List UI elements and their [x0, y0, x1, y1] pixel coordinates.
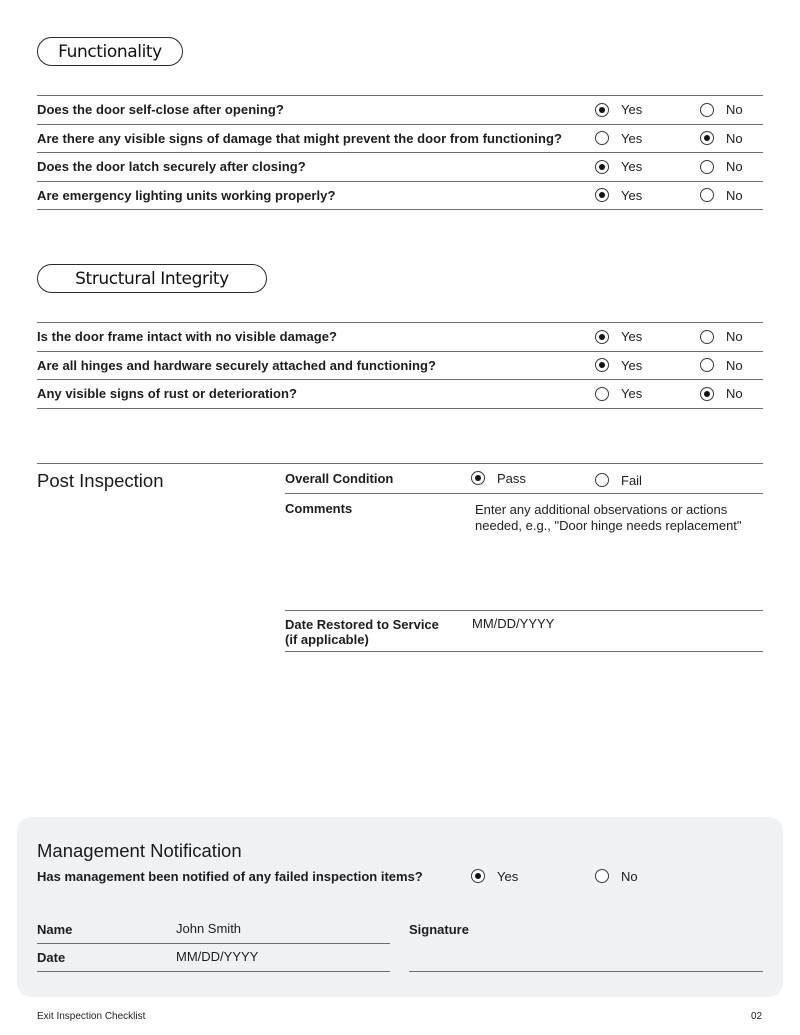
option-label: No: [726, 159, 743, 175]
option-no[interactable]: [595, 862, 638, 890]
question-text: Does the door self-close after opening?: [37, 102, 284, 118]
option-fail[interactable]: [595, 466, 642, 494]
comments-input[interactable]: Enter any additional observations or actions needed, e.g., "Door hinge needs replacement": [475, 502, 742, 533]
section-heading-functionality: [37, 37, 183, 66]
name-label: Name: [37, 922, 73, 937]
radio-selected-icon[interactable]: [595, 188, 609, 202]
option-label: Yes: [621, 130, 643, 146]
divider: [285, 493, 763, 494]
option-no[interactable]: [700, 96, 743, 124]
management-title: Management Notification: [37, 840, 242, 861]
option-label: No: [621, 868, 638, 884]
option-no[interactable]: [700, 323, 743, 351]
radio-selected-icon[interactable]: [700, 387, 714, 401]
question-row: [37, 182, 763, 211]
divider: [37, 463, 763, 464]
option-label: No: [726, 187, 743, 203]
option-label: No: [726, 357, 743, 373]
option-no[interactable]: [700, 182, 743, 210]
post-inspection-title: Post Inspection: [37, 470, 164, 491]
question-text: Are there any visible signs of damage that might prevent the door from functioning?: [37, 130, 562, 146]
section-title: Functionality: [58, 41, 162, 62]
option-yes[interactable]: [471, 862, 518, 890]
functionality-questions: [37, 95, 763, 210]
option-label: Pass: [497, 470, 526, 486]
option-label: No: [726, 102, 743, 118]
radio-unselected-icon[interactable]: [700, 330, 714, 344]
question-text: Are all hinges and hardware securely attached and functioning?: [37, 357, 436, 373]
radio-unselected-icon[interactable]: [595, 869, 609, 883]
option-label: Yes: [497, 868, 519, 884]
question-row: [37, 153, 763, 182]
option-yes[interactable]: [595, 153, 642, 181]
option-label: No: [726, 130, 743, 146]
option-label: Yes: [621, 159, 643, 175]
option-yes[interactable]: [595, 323, 642, 351]
question-row: [37, 352, 763, 381]
footer-page-number: 02: [751, 1011, 763, 1022]
section-heading-structural-integrity: [37, 264, 267, 293]
option-label: Yes: [621, 187, 643, 203]
radio-unselected-icon[interactable]: [700, 358, 714, 372]
radio-selected-icon[interactable]: [471, 471, 485, 485]
question-row: [37, 125, 763, 154]
radio-unselected-icon[interactable]: [700, 103, 714, 117]
option-no[interactable]: [700, 380, 743, 408]
option-yes[interactable]: [595, 96, 642, 124]
question-text: Does the door latch securely after closing?: [37, 159, 306, 175]
divider: [285, 610, 763, 611]
option-no[interactable]: [700, 352, 743, 380]
option-label: Yes: [621, 329, 643, 345]
divider: [37, 971, 390, 972]
radio-unselected-icon[interactable]: [595, 387, 609, 401]
question-row: [37, 323, 763, 352]
signature-field[interactable]: [409, 941, 763, 971]
radio-unselected-icon[interactable]: [700, 188, 714, 202]
date-restored-label-line1: Date Restored to Service: [285, 617, 439, 632]
divider: [37, 943, 390, 944]
date-restored-label-line2: (if applicable): [285, 632, 369, 647]
signature-line: [409, 971, 763, 972]
option-pass[interactable]: [471, 464, 526, 492]
option-yes[interactable]: [595, 352, 642, 380]
radio-unselected-icon[interactable]: [595, 131, 609, 145]
radio-selected-icon[interactable]: [595, 330, 609, 344]
option-no[interactable]: [700, 125, 743, 153]
option-yes[interactable]: [595, 125, 642, 153]
option-label: No: [726, 329, 743, 345]
signature-label: Signature: [409, 922, 469, 937]
date-restored-label: [285, 617, 439, 647]
question-row: [37, 96, 763, 125]
option-yes[interactable]: [595, 380, 642, 408]
option-label: Yes: [621, 102, 643, 118]
option-no[interactable]: [700, 153, 743, 181]
radio-selected-icon[interactable]: [700, 131, 714, 145]
divider: [285, 651, 763, 652]
option-label: No: [726, 386, 743, 402]
option-yes[interactable]: [595, 182, 642, 210]
option-label: Yes: [621, 386, 643, 402]
option-label: Yes: [621, 357, 643, 373]
comments-label: Comments: [285, 501, 353, 516]
management-question: Has management been notified of any failed inspection items?: [37, 869, 423, 884]
footer-doc-title: Exit Inspection Checklist: [37, 1011, 146, 1022]
question-text: Any visible signs of rust or deterioration?: [37, 386, 298, 402]
radio-selected-icon[interactable]: [595, 358, 609, 372]
structural-questions: [37, 322, 763, 409]
management-notification-panel: [17, 817, 783, 997]
radio-unselected-icon[interactable]: [700, 160, 714, 174]
question-row: [37, 380, 763, 409]
radio-selected-icon[interactable]: [595, 160, 609, 174]
radio-selected-icon[interactable]: [471, 869, 485, 883]
question-text: Are emergency lighting units working properly?: [37, 187, 336, 203]
date-input[interactable]: MM/DD/YYYY: [176, 949, 259, 964]
overall-condition-label: Overall Condition: [285, 471, 394, 486]
section-title: Structural Integrity: [75, 268, 229, 289]
name-input[interactable]: John Smith: [176, 921, 242, 936]
radio-unselected-icon[interactable]: [595, 473, 609, 487]
question-text: Is the door frame intact with no visible damage?: [37, 329, 338, 345]
radio-selected-icon[interactable]: [595, 103, 609, 117]
option-label: Fail: [621, 472, 642, 488]
date-restored-input[interactable]: MM/DD/YYYY: [472, 616, 555, 631]
date-label: Date: [37, 950, 66, 965]
